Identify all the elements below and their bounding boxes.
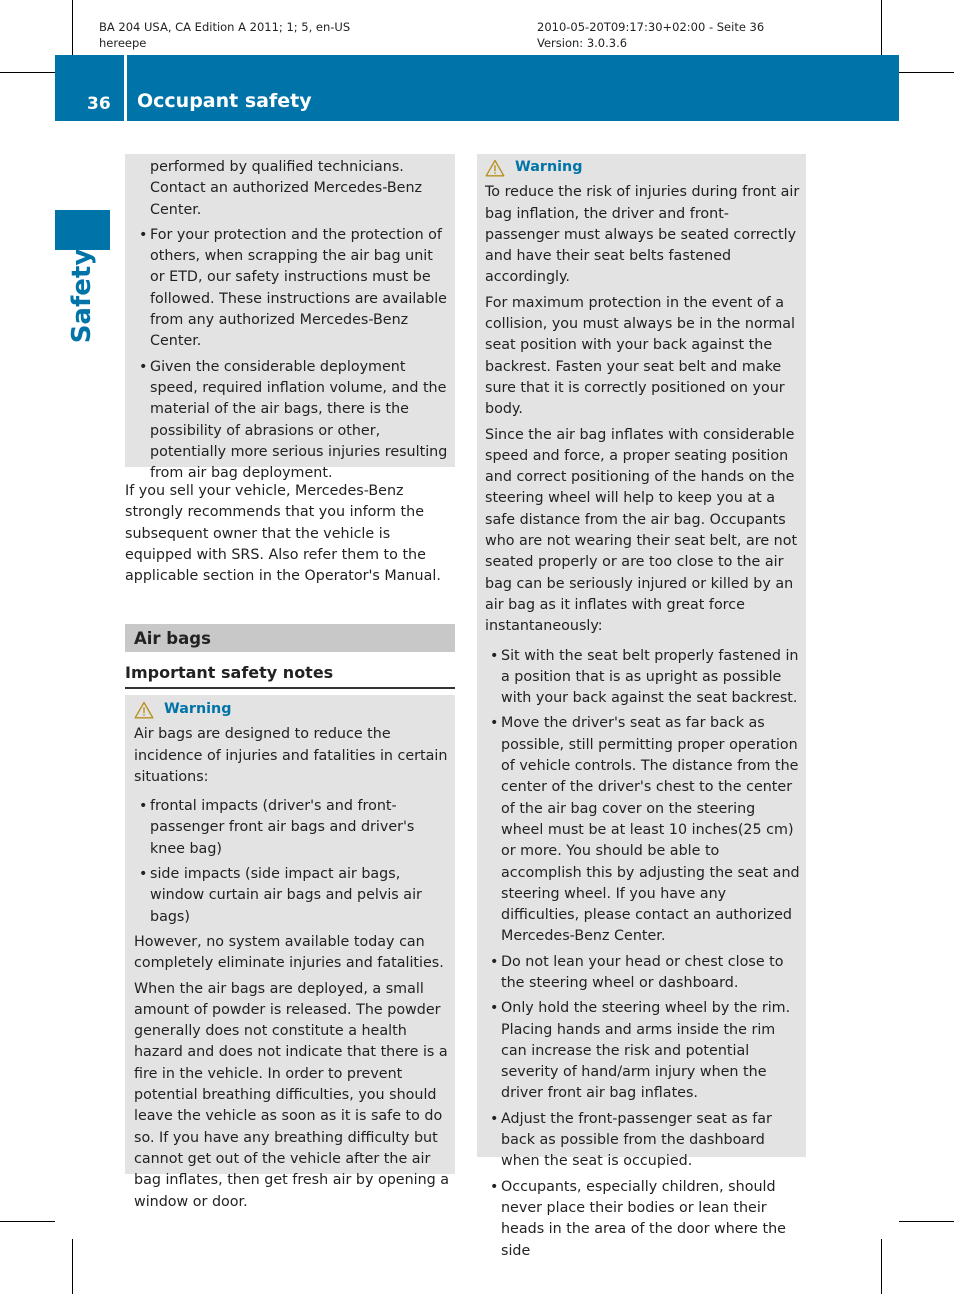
warning-paragraph: When the air bags are deployed, a small amount of powder is released. The powder generally does not constitute a health hazard and does not indicate that there is a fire in the vehicle. In order to prevent potential breathing difficulties, you should leave the vehicle as soon as it is safe to do so. If you have any breathing difficulty but cannot get out of the vehicle after the air bag inflates, then get fresh air by opening a window or door. [134,980,450,1210]
header-divider [124,55,127,121]
bullet-mark: • [490,715,499,732]
warning-paragraph: To reduce the risk of injuries during front air bag inflation, the driver and front-passenger must always be seated correctly and have their seat belts fastened accordingly. [485,184,800,286]
print-meta-right [537,19,764,51]
list-item-text: Only hold the steering wheel by the rim. Placing hands and arms inside the rim can increase the risk and potential severity of hand/arm injury when the driver front air bag inflates. [501,1000,791,1102]
bullet-mark: • [490,1178,499,1195]
warning-content-left [134,699,450,1217]
warning-paragraph: Since the air bag inflates with considerable speed and force, a proper seating position and correct positioning of the hands on the steering wheel will help to keep you at a safe distance from the air bag. Occupants who are not wearing their seat belt, are not seated properly or are too close to the air bag can be seriously injured or killed by an air bag as it inflates with great force instantaneously: [485,426,798,635]
list-item-text: frontal impacts (driver's and front-passenger front air bags and driver's knee bag) [150,798,415,857]
warning-paragraph: For maximum protection in the event of a collision, you must always be in the normal seat position with your back against the backrest. Fasten your seat belt and make sure that it is correctly positioned on your body. [485,294,795,418]
meta-timestamp: 2010-05-20T09:17:30+02:00 - Seite 36 [537,20,765,34]
list-item [134,357,450,485]
list-item-text: Given the considerable deployment speed, required inflation volume, and the material of the air bags, there is the possibility of abrasions or other, potentially more serious injuries resulting from air bag deployment. [150,358,448,482]
crop-mark [72,0,73,55]
crop-mark [881,1239,882,1294]
list-item [134,796,450,860]
warning-intro: Air bags are designed to reduce the incidence of injuries and fatalities in certain situations: [134,726,448,785]
bullet-mark: • [490,1000,499,1017]
bullet-list [485,646,801,1262]
crop-mark [0,1221,55,1222]
list-item [134,225,450,353]
warning-content-right [485,157,801,1266]
side-tab-marker [55,210,110,250]
bullet-mark: • [139,866,148,883]
section-title: Air bags [134,629,211,648]
bullet-mark: • [490,953,499,970]
side-tab-label: Safety [67,248,97,344]
continued-warning-content [134,157,450,488]
list-item [485,1177,801,1262]
crop-mark [0,72,55,73]
crop-mark [881,0,882,55]
meta-edition: BA 204 USA, CA Edition A 2011; 1; 5, en-US [99,20,351,34]
warning-heading [134,699,450,720]
warning-label: Warning [164,701,232,717]
warning-label: Warning [515,159,583,175]
list-item-text: side impacts (side impact air bags, window curtain air bags and pelvis air bags) [150,866,422,925]
list-item [485,646,801,710]
warning-triangle-icon [134,701,154,719]
list-item-text: Move the driver's seat as far back as possible, still permitting proper operation of vehicle controls. The distance from the center of the driver's chest to the center of the air bag cover on the steering wheel must be at least 10 inches(25 cm) or more. You should be able to accomplish this by adjusting the seat and steering wheel. If you have any difficulties, please contact an authorized Mercedes-Benz Center. [501,715,800,945]
bullet-list [134,796,450,928]
lead-line: Center. [150,201,202,218]
warning-heading [485,157,801,178]
subheading-underline [125,687,455,689]
subheading: Important safety notes [125,663,334,682]
bullet-list [134,225,450,485]
crop-mark [899,1221,954,1222]
list-item-text: Occupants, especially children, should never place their bodies or lean their heads in the area of the door where the side [501,1178,786,1259]
list-item-text: Adjust the front-passenger seat as far back as possible from the dashboard when the seat is occupied. [501,1110,772,1170]
page-number: 36 [87,94,111,114]
list-item [134,864,450,928]
bullet-mark: • [139,358,148,375]
list-item [485,1109,801,1173]
lead-line: performed by qualified technicians. [150,159,404,175]
meta-author: hereepe [99,36,147,50]
crop-mark [899,72,954,73]
warning-paragraph: However, no system available today can completely eliminate injuries and fatalities. [134,933,444,972]
bullet-mark: • [139,226,148,243]
list-item-text: Do not lean your head or chest close to the steering wheel or dashboard. [501,953,784,991]
warning-triangle-icon [485,159,505,177]
print-meta-left [99,19,350,51]
list-item [485,998,801,1104]
list-item-text: Sit with the seat belt properly fastened in a position that is as upright as possible with your back against the seat backrest. [501,647,799,707]
meta-version: Version: 3.0.3.6 [537,36,628,50]
sell-vehicle-paragraph: If you sell your vehicle, Mercedes-Benz strongly recommends that you inform the subsequent owner that the vehicle is equipped with SRS. Also refer them to the applicable section in the Operator's Manual. [125,483,441,585]
bullet-mark: • [490,1110,499,1127]
bullet-mark: • [139,798,148,815]
page-title: Occupant safety [137,90,312,112]
crop-mark [72,1239,73,1294]
list-item [485,713,801,947]
list-item-text: For your protection and the protection of others, when scrapping the air bag unit or ETD, our safety instructions must be followed. These instructions are available from any authorized Mercedes-Benz Center. [150,226,447,350]
list-item [485,952,801,995]
bullet-mark: • [490,647,499,664]
lead-line: Contact an authorized Mercedes-Benz [150,180,423,197]
